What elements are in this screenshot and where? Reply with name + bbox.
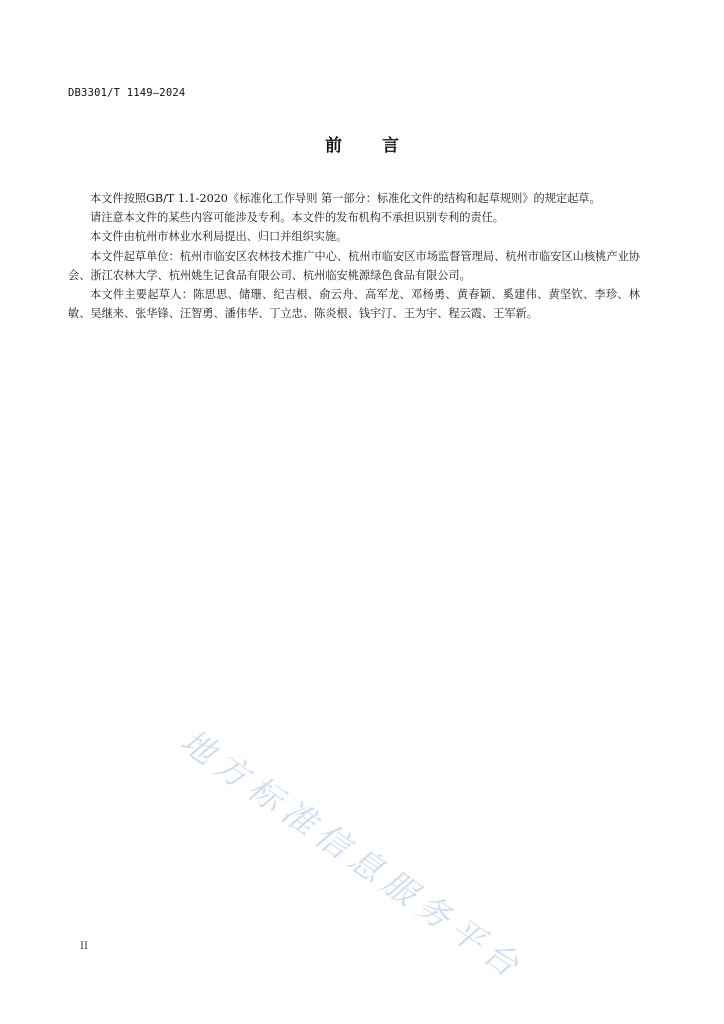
paragraph-drafting-rules: 本文件按照GB/T 1.1-2020《标准化工作导则 第一部分：标准化文件的结构和起草规则》的规定起草。 [90, 192, 601, 205]
page-title-char-1: 前 [325, 136, 342, 156]
paragraph-drafters: 本文件主要起草人：陈思思、储珊、纪吉根、俞云舟、高军龙、邓杨勇、黄春颖、奚建伟、黄坚钦、李珍、林敏、吴继来、张华锋、汪智勇、潘伟华、丁立忠、陈炎根、钱宇汀、王为宇、程云霞、王军新。 [68, 288, 640, 321]
preface-body [68, 189, 640, 323]
watermark: 地方标准信息服务平台 [173, 721, 532, 989]
paragraph-proposer: 本文件由杭州市林业水利局提出、归口并组织实施。 [90, 230, 348, 244]
standard-code: DB3301/T 1149—2024 [68, 87, 186, 99]
page-title [0, 131, 724, 156]
page-number: II [80, 941, 88, 952]
paragraph-patent-notice: 请注意本文件的某些内容可能涉及专利。本文件的发布机构不承担识别专利的责任。 [90, 211, 504, 225]
page-title-char-2: 言 [382, 136, 399, 156]
paragraph-drafting-units: 本文件起草单位：杭州市临安区农林技术推广中心、杭州市临安区市场监督管理局、杭州市临安区山核桃产业协会、浙江农林大学、杭州姚生记食品有限公司、杭州临安桃源绿色食品有限公司。 [68, 249, 640, 282]
